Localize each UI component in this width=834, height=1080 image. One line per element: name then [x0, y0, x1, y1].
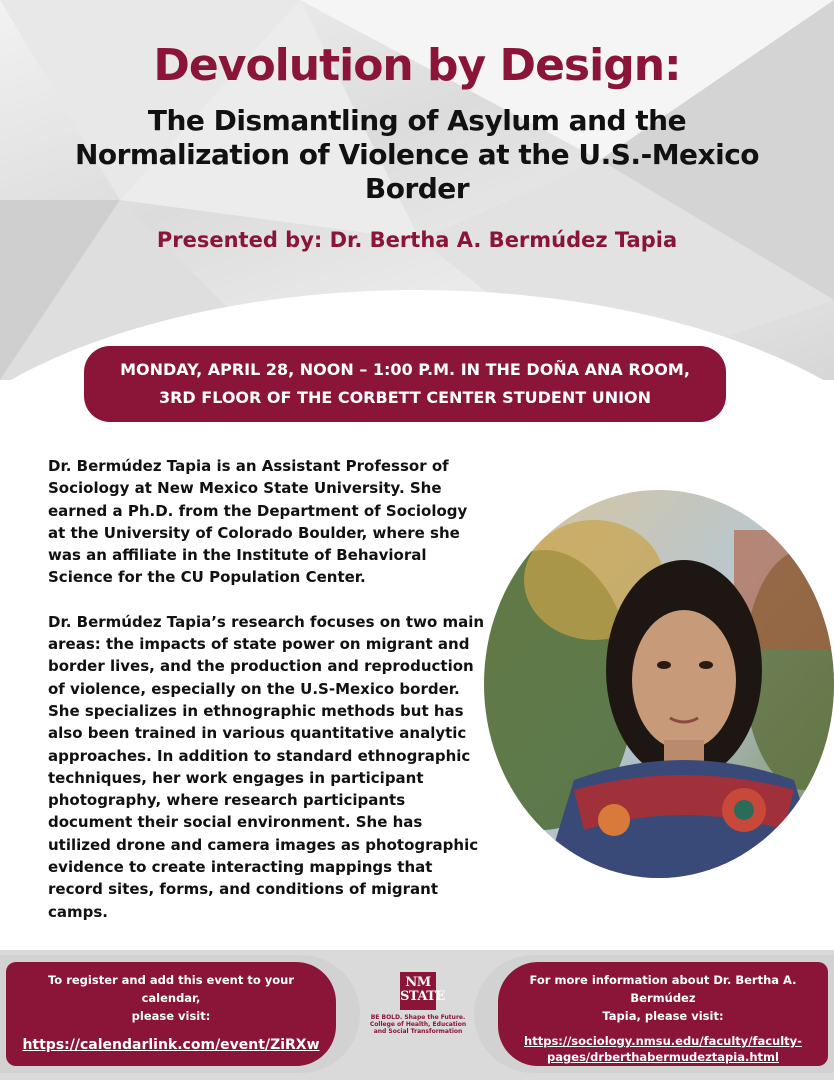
page-title: Devolution by Design: — [153, 40, 681, 91]
faculty-page-link[interactable] — [498, 1033, 828, 1065]
event-details-banner — [84, 346, 726, 422]
registration-text-line-1: To register and add this event to your calendar, — [47, 973, 294, 1005]
logo-tagline: BE BOLD. Shape the Future. — [370, 1014, 466, 1021]
registration-text — [6, 971, 336, 1025]
registration-link[interactable]: https://calendarlink.com/event/ZiRXw — [22, 1037, 320, 1053]
subtitle-line-3: Border — [364, 172, 470, 205]
logo-college-line-2: and Social Transformation — [373, 1028, 463, 1035]
event-line-2: 3RD FLOOR OF THE CORBETT CENTER STUDENT UNION — [158, 388, 652, 407]
more-info-text-line-1: For more information about Dr. Bertha A. Bermúdez — [529, 973, 797, 1005]
more-info-box — [498, 962, 828, 1066]
bio-paragraph-2: Dr. Bermúdez Tapia’s research focuses on two main areas: the impacts of state power on migrant and border lives, and the production and reproduction of violence, especially on the U.S-Mexico border. She specializes in ethnographic methods but has also been trained in various quantitative analytic approaches. In addition to standard ethnographic techniques, her work engages in participant photography, where research participants document their social environment. She has utilized drone and camera images as photographic evidence to create interacting mappings that record sites, forms, and conditions of migrant camps. — [48, 612, 485, 921]
presenter-line: Presented by: Dr. Bertha A. Bermúdez Tapia — [156, 228, 678, 252]
registration-box — [6, 962, 336, 1066]
bio-paragraph-1: Dr. Bermúdez Tapia is an Assistant Professor of Sociology at New Mexico State University. She earned a Ph.D. from the Department of Sociology at the University of Colorado Boulder, where she was an affiliate in the Institute of Behavioral Science for the CU Population Center. — [48, 457, 468, 587]
page-subtitle — [40, 104, 794, 206]
more-info-text-line-2: Tapia, please visit: — [602, 1009, 724, 1023]
faculty-link-line-2: pages/drberthabermudeztapia.html — [547, 1050, 779, 1064]
registration-text-line-2: please visit: — [131, 1009, 211, 1023]
logo-college-line-1: College of Health, Education — [369, 1021, 467, 1028]
more-info-text — [498, 971, 828, 1025]
portrait-illustration — [484, 490, 834, 878]
speaker-bio — [48, 455, 488, 945]
faculty-link-line-1: https://sociology.nmsu.edu/faculty/faculty- — [524, 1034, 802, 1048]
nmsu-logo — [366, 972, 470, 1052]
event-line-1: MONDAY, APRIL 28, NOON – 1:00 P.M. IN THE DOÑA ANA ROOM, — [120, 360, 690, 379]
subtitle-line-1: The Dismantling of Asylum and the — [147, 104, 687, 137]
nm-state-mark: NM STATE — [400, 972, 436, 1010]
subtitle-line-2: Normalization of Violence at the U.S.-Mexico — [74, 138, 760, 171]
speaker-photo — [484, 490, 834, 878]
